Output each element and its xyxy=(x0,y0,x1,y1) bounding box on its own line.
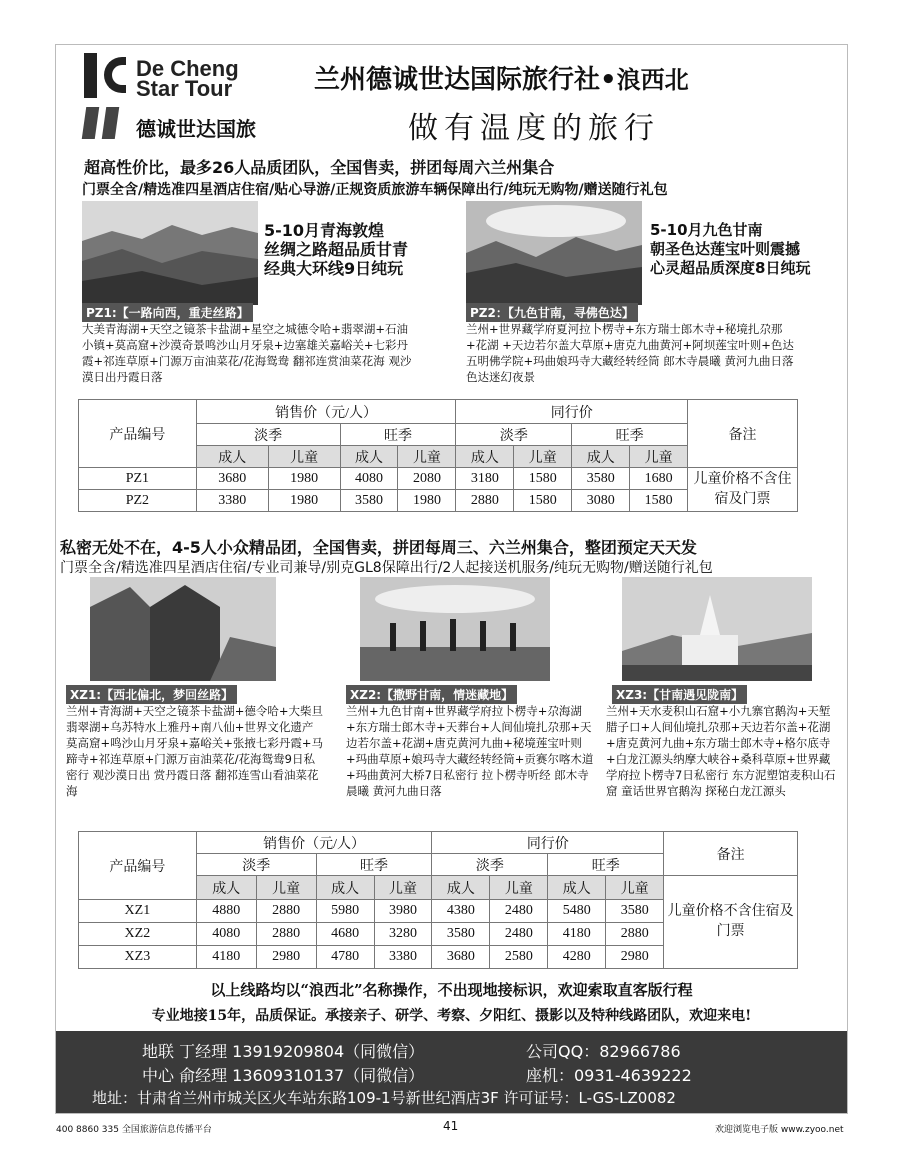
table-cell: 1580 xyxy=(514,490,572,512)
season-off: 淡季 xyxy=(196,424,340,446)
table-cell: 4180 xyxy=(196,946,256,969)
route-photo-pz2 xyxy=(466,201,642,305)
col-note: 备注 xyxy=(664,832,798,876)
route-tag-xz1: XZ1:【西北偏北，梦回丝路】 xyxy=(66,685,237,704)
price-table-2 xyxy=(78,831,798,969)
contact-ding: 地联 丁经理 13919209804（同微信） xyxy=(142,1042,425,1061)
table-cell: 1680 xyxy=(630,468,688,490)
table-row xyxy=(79,468,798,490)
route-desc-pz1: 大美青海湖+天空之镜茶卡盐湖+星空之城德令哈+翡翠湖+石油小镇+莫高窟+沙漠奇景鸣沙山月牙泉+边塞雄关嘉峪关+七彩丹霞+祁连草原+门源万亩油菜花/花海鸳鸯 翻祁连赏油菜花海 观沙漠日出丹霞日落 xyxy=(82,322,412,384)
adult-header: 成人 xyxy=(316,876,374,900)
company-qq: 公司QQ：82966786 xyxy=(526,1042,681,1061)
table-cell: XZ1 xyxy=(79,900,197,923)
table-cell: 2480 xyxy=(490,900,548,923)
table-cell: 1980 xyxy=(268,468,340,490)
table-cell: 3680 xyxy=(432,946,490,969)
child-header: 儿童 xyxy=(398,446,456,468)
table-cell: XZ3 xyxy=(79,946,197,969)
col-product: 产品编号 xyxy=(79,832,197,900)
table-cell: XZ2 xyxy=(79,923,197,946)
adult-header: 成人 xyxy=(572,446,630,468)
table-cell: 4880 xyxy=(196,900,256,923)
price-note: 儿童价格不含住宿及门票 xyxy=(688,468,798,512)
brochure-page xyxy=(55,44,848,1114)
table-cell: 2980 xyxy=(256,946,316,969)
col-note: 备注 xyxy=(688,400,798,468)
table-cell: 4780 xyxy=(316,946,374,969)
child-header: 儿童 xyxy=(256,876,316,900)
col-peer: 同行价 xyxy=(456,400,688,424)
table-cell: 5980 xyxy=(316,900,374,923)
company-logo xyxy=(80,53,260,141)
season-off: 淡季 xyxy=(196,854,316,876)
slogan: 做有温度的旅行 xyxy=(408,111,660,146)
season-peak: 旺季 xyxy=(316,854,432,876)
table-cell: 1580 xyxy=(630,490,688,512)
child-header: 儿童 xyxy=(268,446,340,468)
table-cell: 2580 xyxy=(490,946,548,969)
table-cell: 3080 xyxy=(572,490,630,512)
adult-header: 成人 xyxy=(196,446,268,468)
service-note: 专业地接15年，品质保证。承接亲子、研学、考察、夕阳红、摄影以及特种线路团队，欢迎来电! xyxy=(151,1008,752,1024)
child-header: 儿童 xyxy=(514,446,572,468)
route-photo-xz1 xyxy=(90,577,276,681)
section2-headline: 私密无处不在，4-5人小众精品团，全国售卖，拼团每周三、六兰州集合，整团预定天天发 xyxy=(60,538,697,557)
child-header: 儿童 xyxy=(630,446,688,468)
table-cell: 3580 xyxy=(340,490,398,512)
operation-note: 以上线路均以“浪西北”名称操作，不出现地接标识，欢迎索取直客版行程 xyxy=(210,981,693,999)
route-tag-xz3: XZ3:【甘南遇见陇南】 xyxy=(612,685,747,704)
route-desc-pz2: 兰州+世界藏学府夏河拉卜楞寺+东方瑞士郎木寺+秘境扎尕那+花湖 +天边若尔盖大草原+唐克九曲黄河+阿坝莲宝叶则+色达五明佛学院+玛曲娘玛寺大藏经转经筒 郎木寺晨曦 黄河九曲日落 色达迷幻夜景 xyxy=(466,322,794,384)
table-cell: 1980 xyxy=(268,490,340,512)
col-peer: 同行价 xyxy=(432,832,664,854)
table-cell: PZ1 xyxy=(79,468,197,490)
table-cell: 3580 xyxy=(432,923,490,946)
landline: 座机：0931-4639222 xyxy=(526,1066,692,1085)
route-desc-xz1: 兰州+青海湖+天空之镜茶卡盐湖+德令哈+大柴旦翡翠湖+乌苏特水上雅丹+南八仙+世界文化遗产莫高窟+鸣沙山月牙泉+嘉峪关+张掖七彩丹霞+马蹄寺+祁连草原+门源万亩油菜花/花海鸳鸯9日私密行 观沙漠日出 赏丹霞日落 翻祁连雪山看油菜花海 xyxy=(66,704,324,798)
page-number: 41 xyxy=(443,1119,459,1133)
contact-band xyxy=(56,1031,847,1113)
table-cell: 4280 xyxy=(548,946,606,969)
child-header: 儿童 xyxy=(374,876,432,900)
price-table-1 xyxy=(78,399,798,512)
table-cell: 4080 xyxy=(196,923,256,946)
table-cell: 3980 xyxy=(374,900,432,923)
contact-yu: 中心 俞经理 13609310137（同微信） xyxy=(142,1066,425,1085)
table-cell: 2980 xyxy=(606,946,664,969)
table-cell: 2880 xyxy=(456,490,514,512)
adult-header: 成人 xyxy=(196,876,256,900)
logo-english-name: De Cheng Star Tour xyxy=(136,56,239,101)
table-cell: 2080 xyxy=(398,468,456,490)
agency-name: 兰州德诚世达国际旅行社•浪西北 xyxy=(314,65,689,95)
route-tag-pz1: PZ1:【一路向西，重走丝路】 xyxy=(82,303,253,322)
season-off: 淡季 xyxy=(456,424,572,446)
table-cell: PZ2 xyxy=(79,490,197,512)
season-peak: 旺季 xyxy=(548,854,664,876)
table-cell: 2880 xyxy=(256,900,316,923)
table-cell: 1580 xyxy=(514,468,572,490)
route-photo-xz3 xyxy=(622,577,812,681)
logo-chinese-name: 德诚世达国旅 xyxy=(136,117,256,141)
season-peak: 旺季 xyxy=(572,424,688,446)
table-cell: 2880 xyxy=(606,923,664,946)
adult-header: 成人 xyxy=(432,876,490,900)
footer-hotline: 400 8860 335 全国旅游信息传播平台 xyxy=(56,1125,212,1135)
table-cell: 3580 xyxy=(572,468,630,490)
address: 地址：甘肃省兰州市城关区火车站东路109-1号新世纪酒店3F 许可证号：L-GS-LZ0082 xyxy=(92,1089,676,1107)
price-note: 儿童价格不含住宿及门票 xyxy=(664,876,798,969)
child-header: 儿童 xyxy=(606,876,664,900)
adult-header: 成人 xyxy=(548,876,606,900)
route-desc-xz3: 兰州+天水麦积山石窟+小九寨官鹅沟+天堑腊子口+人间仙境扎尕那+天边若尔盖+花湖+唐克黄河九曲+东方瑞士郎木寺+格尔底寺+白龙江源头纳摩大峡谷+桑科草原+世界藏学府拉卜楞寺7日私密行 东方泥塑馆麦积山石窟 童话世界官鹅沟 探秘白龙江源头 xyxy=(606,704,836,798)
route-title-pz1: 5-10月青海敦煌 丝绸之路超品质甘青 经典大环线9日纯玩 xyxy=(264,221,409,278)
route-tag-xz2: XZ2:【撒野甘南，情迷藏地】 xyxy=(346,685,517,704)
table-cell: 4380 xyxy=(432,900,490,923)
logo-mark-icon xyxy=(80,53,132,141)
table-cell: 4080 xyxy=(340,468,398,490)
table-cell: 3180 xyxy=(456,468,514,490)
table-cell: 2480 xyxy=(490,923,548,946)
table-cell: 5480 xyxy=(548,900,606,923)
table-cell: 1980 xyxy=(398,490,456,512)
route-title-pz2: 5-10月九色甘南 朝圣色达莲宝叶则震撼 心灵超品质深度8日纯玩 xyxy=(650,221,811,277)
adult-header: 成人 xyxy=(456,446,514,468)
route-desc-xz2: 兰州+九色甘南+世界藏学府拉卜楞寺+尕海湖+东方瑞士郎木寺+天葬台+人间仙境扎尕那+天边若尔盖+花湖+唐克黄河九曲+秘境莲宝叶则+玛曲草原+娘玛寺大藏经转经筒+贡赛尔喀木道+玛曲黄河大桥7日私密行 拉卜楞寺听经 郎木寺晨曦 黄河九曲日落 xyxy=(346,704,594,798)
col-sale: 销售价（元/人） xyxy=(196,832,432,854)
table-cell: 3380 xyxy=(196,490,268,512)
adult-header: 成人 xyxy=(340,446,398,468)
section1-subline: 门票全含/精选准四星酒店住宿/贴心导游/正规资质旅游车辆保障出行/纯玩无购物/赠送随行礼包 xyxy=(82,182,668,198)
child-header: 儿童 xyxy=(490,876,548,900)
table-cell: 3280 xyxy=(374,923,432,946)
route-photo-xz2 xyxy=(360,577,550,681)
table-cell: 3680 xyxy=(196,468,268,490)
table-cell: 4680 xyxy=(316,923,374,946)
section2-subline: 门票全含/精选准四星酒店住宿/专业司兼导/别克GL8保障出行/2人起接送机服务/纯玩无购物/赠送随行礼包 xyxy=(60,560,713,576)
table-cell: 3580 xyxy=(606,900,664,923)
table-cell: 3380 xyxy=(374,946,432,969)
section1-headline: 超高性价比，最多26人品质团队，全国售卖，拼团每周六兰州集合 xyxy=(84,158,555,177)
col-product: 产品编号 xyxy=(79,400,197,468)
footer-website: 欢迎浏览电子版 www.zyoo.net xyxy=(715,1125,844,1135)
season-off: 淡季 xyxy=(432,854,548,876)
season-peak: 旺季 xyxy=(340,424,456,446)
table-cell: 4180 xyxy=(548,923,606,946)
route-photo-pz1 xyxy=(82,201,258,305)
table-cell: 2880 xyxy=(256,923,316,946)
col-sale: 销售价（元/人） xyxy=(196,400,456,424)
route-tag-pz2: PZ2：【九色甘南，寻佛色达】 xyxy=(466,303,638,322)
